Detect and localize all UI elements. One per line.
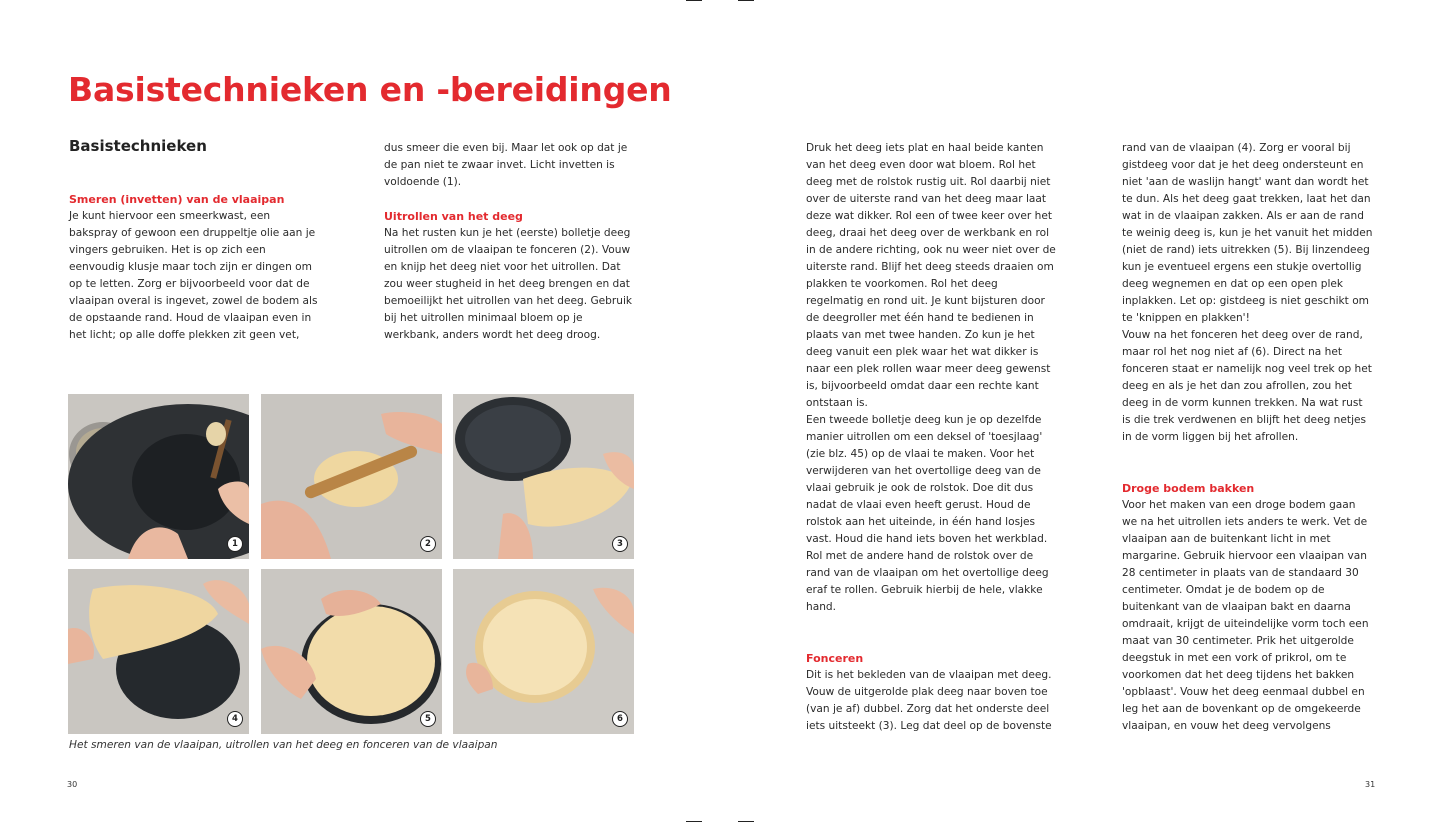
paragraph: Dit is het bekleden van de vlaaipan met deeg. Vouw de uitgerolde plak deeg naar boven toe (van je af) dubbel. Zorg dat het onderste deel iets uitsteekt (3). Leg dat deel op de bovenste [806,669,1052,732]
crop-mark [686,0,702,1]
paragraph: Vouw na het fonceren het deeg over de rand, maar rol het nog niet af (6). Direct na het fonceren staat er namelijk nog veel trek op het deeg en als je het dan zou afrollen, zou het deeg in de vorm kunnen trekken. Na wat rust is die trek verdwenen en blijft het deeg netjes in de vorm liggen bij het afrollen. [1122,329,1372,443]
subheading-droge-bodem: Droge bodem bakken [1122,482,1255,495]
photo-3 [453,394,634,559]
photo-number-6: 6 [612,711,628,727]
paragraph: dus smeer die even bij. Maar let ook op dat je de pan niet te zwaar invet. Licht invetten is voldoende (1). [384,142,628,188]
text-column-1 [69,191,319,344]
photo-1 [68,394,249,559]
photo-caption: Het smeren van de vlaaipan, uitrollen van het deeg en fonceren van de vlaaipan [69,739,498,751]
paragraph: Voor het maken van een droge bodem gaan we na het uitrollen iets anders te werk. Vet de vlaaipan aan de buitenkant licht in met margarine. Gebruik hiervoor een vlaaipan van 28 centimeter in plaats van de standaard 30 centimeter. Omdat je de bodem op de buitenkant van de vlaaipan bakt en daarna omdraait, krijgt de uiteindelijke vorm toch een maat van 30 centimeter. Prik het uitgerolde deegstuk in met een vork of prikrol, om te voorkomen dat het deeg tijdens het bakken 'opblaast'. Vouw het deeg eenmaal dubbel en leg het aan de bovenkant op de omgekeerde vlaaipan, en vouw het deeg vervolgens [1122,499,1369,732]
text-column-3 [806,140,1058,735]
text-column-2 [384,140,634,344]
paragraph: rand van de vlaaipan (4). Zorg er vooral bij gistdeeg voor dat je het deeg ondersteunt en niet 'aan de waslijn hangt' want dan wordt het te dun. Als het deeg gaat trekken, laat het dan wat in de vlaaipan zakken. Als er aan de rand te weinig deeg is, kun je het vanuit het midden (niet de rand) iets uitrekken (5). Bij linzendeeg kun je eventueel ergens een stukje overtollig deeg wegnemen en dat op een open plek inplakken. Let op: gistdeeg is niet geschikt om te 'knippen en plakken'! [1122,142,1373,324]
paragraph: Na het rusten kun je het (eerste) bolletje deeg uitrollen om de vlaaipan te fonceren (2). Vouw en knijp het deeg niet voor het uitrollen. Dat zou weer stugheid in het deeg brengen en dat bemoeilijkt het uitrollen van het deeg. Gebruik bij het uitrollen minimaal bloem op je werkbank, anders wordt het deeg droog. [384,227,633,341]
page-number-left: 30 [67,780,78,789]
paragraph: Druk het deeg iets plat en haal beide kanten van het deeg even door wat bloem. Rol het deeg met de rolstok rustig uit. Rol daarbij niet over de uiterste rand van het deeg maar laat deze wat dikker. Rol een of twee keer over het deeg, draai het deeg over de werkbank en rol in de andere richting, ook nu weer niet over de uiterste rand. Blijf het deeg steeds draaien om plakken te voorkomen. Rol het deeg regelmatig en rond uit. Je kunt bijsturen door de deegroller met één hand te bedienen in plaats van met twee handen. Zo kun je het deeg vanuit een plek waar het wat dikker is naar een plek rollen waar meer deeg gewenst is, bijvoorbeeld omdat daar een rechte kant ontstaan is. [806,142,1056,409]
photo-number-3: 3 [612,536,628,552]
paragraph: Je kunt hiervoor een smeerkwast, een bakspray of gewoon een druppeltje olie aan je vingers gebruiken. Het is op zich een eenvoudig klusje maar toch zijn er dingen om op te letten. Zorg er bijvoorbeeld voor dat de vlaaipan overal is ingevet, zowel de bodem als de opstaande rand. Houd de vlaaipan even in het licht; op alle doffe plekken zit geen vet, [69,210,318,341]
subheading-uitrollen: Uitrollen van het deeg [384,210,523,223]
photo-number-1: 1 [227,536,243,552]
page-title: Basistechnieken en -bereidingen [68,70,672,109]
photo-2 [261,394,442,559]
section-title: Basistechnieken [69,137,207,155]
photo-grid [68,394,634,734]
subheading-fonceren: Fonceren [806,652,864,665]
photo-number-5: 5 [420,711,436,727]
photo-number-2: 2 [420,536,436,552]
photo-5 [261,569,442,734]
paragraph: Een tweede bolletje deeg kun je op dezelfde manier uitrollen om een deksel of 'toesjlaag' (zie blz. 45) op de vlaai te maken. Voor het verwijderen van het overtollige deeg van de vlaai gebruik je ook de rolstok. Doe dit dus nadat de vlaai even heeft gerust. Houd de rolstok aan het uiteinde, in één hand losjes vast. Houd die hand iets boven het werkblad. Rol met de andere hand de rolstok over de rand van de vlaaipan om het overtollige deeg eraf te rollen. Gebruik hierbij de hele, vlakke hand. [806,414,1049,613]
photo-number-4: 4 [227,711,243,727]
crop-mark [738,821,754,822]
page-number-right: 31 [1365,780,1376,789]
text-column-4 [1122,140,1374,735]
photo-4 [68,569,249,734]
photo-6 [453,569,634,734]
crop-mark [738,0,754,1]
subheading-smeren: Smeren (invetten) van de vlaaipan [69,193,285,206]
crop-mark [686,821,702,822]
